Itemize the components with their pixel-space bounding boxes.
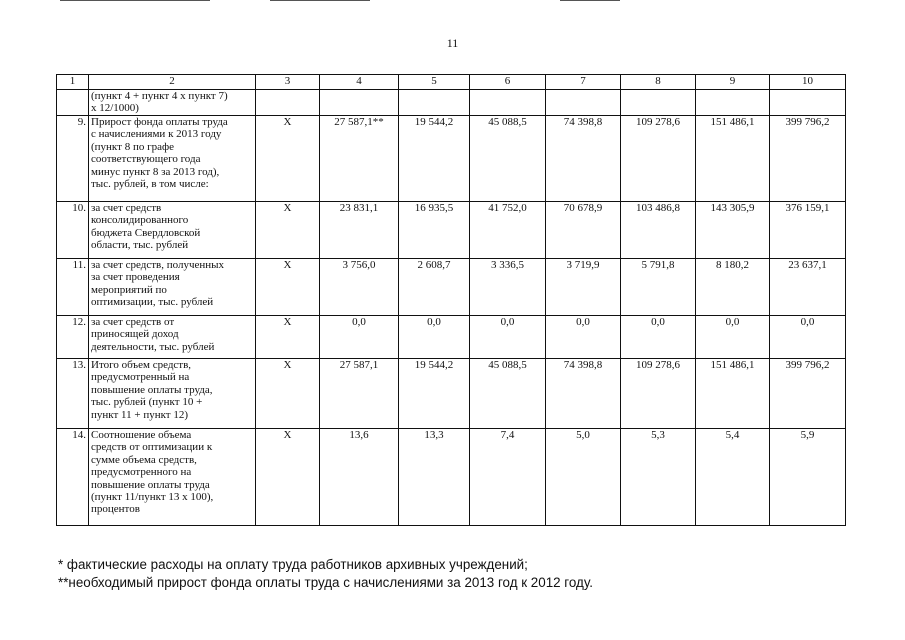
column-header: 10 <box>770 75 846 90</box>
table-row <box>57 429 846 526</box>
row-description-line: мероприятий по <box>91 283 167 296</box>
row-marker: Х <box>256 429 320 526</box>
value-cell: 5 791,8 <box>621 259 696 316</box>
row-description-line: повышение оплаты труда, <box>91 383 213 396</box>
top-rule-left <box>60 0 210 1</box>
table-row <box>57 90 846 116</box>
value-cell: 5,0 <box>546 429 621 526</box>
row-number: 12. <box>57 316 89 359</box>
row-description-line: оптимизации, тыс. рублей <box>91 296 214 309</box>
row-description-line: Соотношение объема <box>91 429 192 441</box>
table-row <box>57 259 846 316</box>
value-cell: 103 486,8 <box>621 202 696 259</box>
value-cell: 7,4 <box>470 429 546 526</box>
row-description-line: за счет средств, полученных <box>91 259 225 271</box>
row-number <box>57 90 89 116</box>
value-cell: 151 486,1 <box>696 116 770 202</box>
value-cell: 5,4 <box>696 429 770 526</box>
table-body <box>57 75 846 526</box>
value-cell: 13,3 <box>399 429 470 526</box>
value-cell: 376 159,1 <box>770 202 846 259</box>
value-cell: 0,0 <box>470 316 546 359</box>
row-description-line: предусмотренный на <box>91 371 190 384</box>
value-cell: 19 544,2 <box>399 359 470 429</box>
value-cell <box>470 90 546 116</box>
table-row <box>57 116 846 202</box>
value-cell: 0,0 <box>399 316 470 359</box>
row-description <box>89 359 256 429</box>
row-description-line: соответствующего года <box>91 153 201 166</box>
column-header: 7 <box>546 75 621 90</box>
column-header: 1 <box>57 75 89 90</box>
value-cell: 109 278,6 <box>621 116 696 202</box>
value-cell: 109 278,6 <box>621 359 696 429</box>
row-description-line: (пункт 4 + пункт 4 х пункт 7) <box>91 90 228 102</box>
row-description-line: приносящей доход <box>91 328 179 341</box>
table-row <box>57 316 846 359</box>
data-table <box>56 74 846 526</box>
row-description-line: сумме объема средств, <box>91 453 197 466</box>
value-cell: 399 796,2 <box>770 359 846 429</box>
row-number: 10. <box>57 202 89 259</box>
row-marker <box>256 90 320 116</box>
value-cell <box>546 90 621 116</box>
row-description-line: тыс. рублей (пункт 10 + <box>91 396 203 409</box>
row-description-line: с начислениями к 2013 году <box>91 128 222 141</box>
value-cell: 23 831,1 <box>320 202 399 259</box>
value-cell: 2 608,7 <box>399 259 470 316</box>
value-cell <box>770 90 846 116</box>
value-cell: 13,6 <box>320 429 399 526</box>
value-cell: 70 678,9 <box>546 202 621 259</box>
row-description-line: Итого объем средств, <box>91 359 192 371</box>
footnote-actual-costs: * фактические расходы на оплату труда работников архивных учреждений; <box>58 557 528 572</box>
value-cell: 41 752,0 <box>470 202 546 259</box>
row-description-line: повышение оплаты труда <box>91 478 210 491</box>
row-marker: Х <box>256 116 320 202</box>
row-description-line: бюджета Свердловской <box>91 226 201 239</box>
row-description-line: минус пункт 8 за 2013 год), <box>91 165 220 178</box>
row-description-line: за счет средств <box>91 202 162 214</box>
row-description-line: тыс. рублей, в том числе: <box>91 178 209 191</box>
row-description-line: деятельности, тыс. рублей <box>91 340 215 353</box>
value-cell: 5,3 <box>621 429 696 526</box>
row-marker: Х <box>256 202 320 259</box>
row-marker: Х <box>256 359 320 429</box>
row-description-line: за счет проведения <box>91 271 180 284</box>
row-number: 9. <box>57 116 89 202</box>
value-cell: 45 088,5 <box>470 359 546 429</box>
footnotes <box>58 556 593 592</box>
row-description-line: (пункт 11/пункт 13 х 100), <box>91 491 214 504</box>
column-header: 8 <box>621 75 696 90</box>
value-cell: 0,0 <box>621 316 696 359</box>
value-cell: 0,0 <box>546 316 621 359</box>
value-cell: 23 637,1 <box>770 259 846 316</box>
row-description <box>89 316 256 359</box>
row-description <box>89 202 256 259</box>
column-header: 4 <box>320 75 399 90</box>
row-number: 13. <box>57 359 89 429</box>
value-cell <box>696 90 770 116</box>
value-cell: 3 756,0 <box>320 259 399 316</box>
value-cell: 45 088,5 <box>470 116 546 202</box>
row-description-line: Прирост фонда оплаты труда <box>91 116 228 128</box>
row-description-line: процентов <box>91 503 140 516</box>
row-description <box>89 429 256 526</box>
top-rule-mid <box>270 0 370 1</box>
row-description-line: пункт 11 + пункт 12) <box>91 408 189 421</box>
page-number: 11 <box>446 36 459 50</box>
footnote-required-increase: **необходимый прирост фонда оплаты труда с начислениями за 2013 год к 2012 году. <box>58 575 593 590</box>
row-description-line: области, тыс. рублей <box>91 239 189 252</box>
row-number: 11. <box>57 259 89 316</box>
column-header: 3 <box>256 75 320 90</box>
value-cell: 151 486,1 <box>696 359 770 429</box>
value-cell: 27 587,1 <box>320 359 399 429</box>
value-cell: 399 796,2 <box>770 116 846 202</box>
value-cell: 0,0 <box>770 316 846 359</box>
row-number: 14. <box>57 429 89 526</box>
value-cell: 74 398,8 <box>546 359 621 429</box>
value-cell: 27 587,1** <box>320 116 399 202</box>
row-description-line: предусмотренного на <box>91 466 192 479</box>
value-cell: 0,0 <box>696 316 770 359</box>
row-description-line: средств от оптимизации к <box>91 441 213 454</box>
column-header: 2 <box>89 75 256 90</box>
row-description-line: х 12/1000) <box>91 102 139 115</box>
row-description-line: за счет средств от <box>91 316 175 328</box>
value-cell: 3 719,9 <box>546 259 621 316</box>
row-description <box>89 90 256 116</box>
value-cell: 143 305,9 <box>696 202 770 259</box>
value-cell: 19 544,2 <box>399 116 470 202</box>
row-description-line: (пункт 8 по графе <box>91 140 174 153</box>
row-description <box>89 259 256 316</box>
value-cell <box>399 90 470 116</box>
top-rule-right <box>560 0 620 1</box>
value-cell <box>621 90 696 116</box>
table-row <box>57 359 846 429</box>
value-cell <box>320 90 399 116</box>
column-header: 6 <box>470 75 546 90</box>
value-cell: 5,9 <box>770 429 846 526</box>
value-cell: 74 398,8 <box>546 116 621 202</box>
value-cell: 8 180,2 <box>696 259 770 316</box>
row-description <box>89 116 256 202</box>
column-header: 9 <box>696 75 770 90</box>
column-header: 5 <box>399 75 470 90</box>
value-cell: 3 336,5 <box>470 259 546 316</box>
header-row <box>57 75 846 90</box>
row-description-line: консолидированного <box>91 214 189 227</box>
value-cell: 0,0 <box>320 316 399 359</box>
value-cell: 16 935,5 <box>399 202 470 259</box>
row-marker: Х <box>256 316 320 359</box>
row-marker: Х <box>256 259 320 316</box>
table-row <box>57 202 846 259</box>
